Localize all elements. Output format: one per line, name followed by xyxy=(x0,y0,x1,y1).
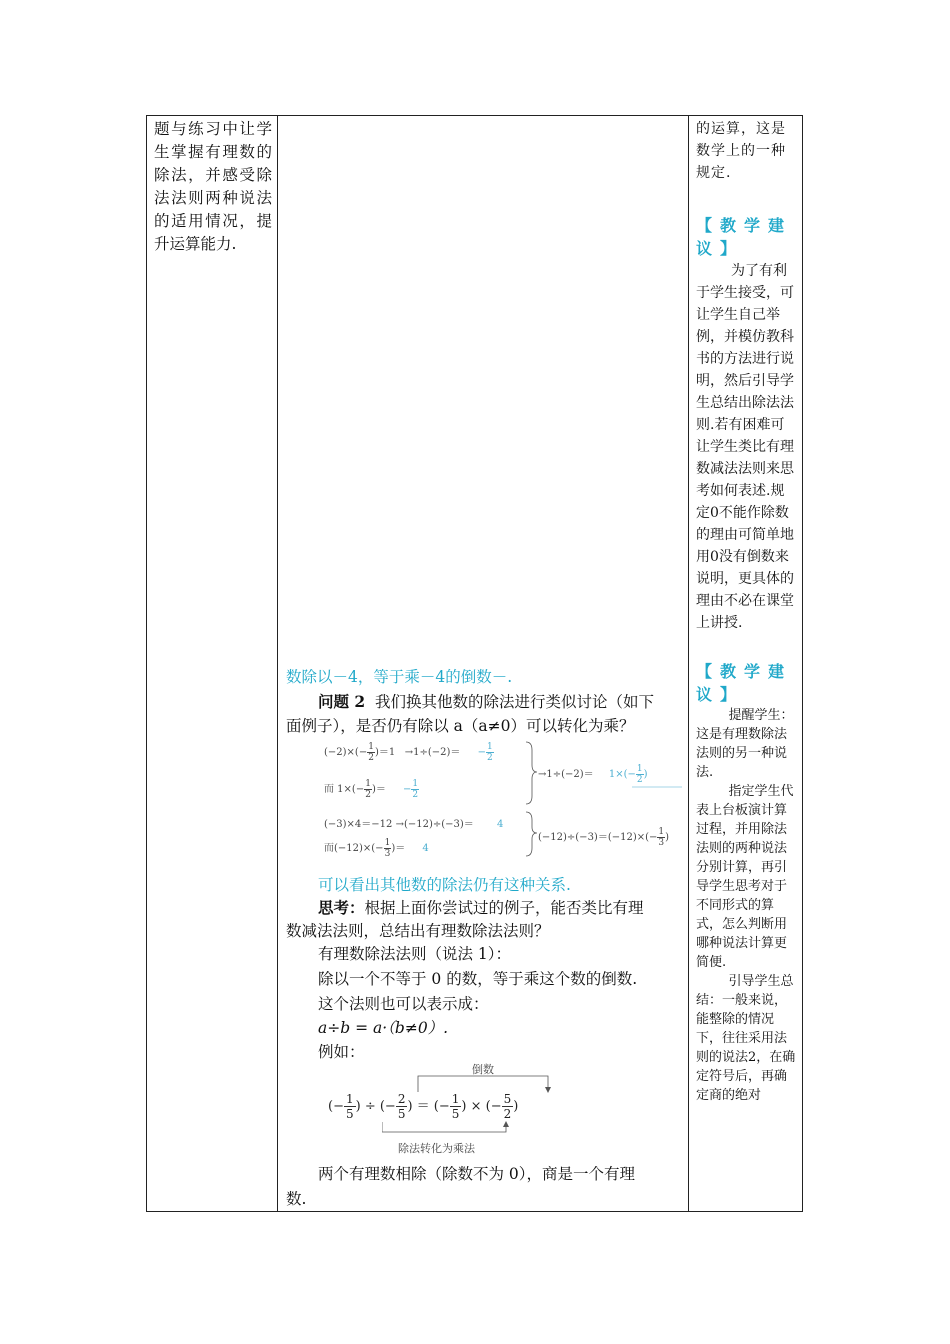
teaching-suggestion-title-2: 【教学建议】 xyxy=(696,662,793,704)
teaching-suggestion-text-1: 为了有利于学生接受，可让学生自己举例，并模仿教科书的方法进行说明，然后引导学生总结出除法法则.若有困难可让学生类比有理数减法法则来思考如何表述.规定0不能作除数的理由可简单地用0没有倒数来说明，更具体的理由不必在课堂上讲授. xyxy=(696,263,794,631)
rule-title: 有理数除法法则（说法 1）： xyxy=(318,945,512,963)
notes-column xyxy=(696,118,796,1105)
think-line-a: 思考：根据上面你尝试过的例子，能否类比有理 xyxy=(318,898,644,917)
question-2-line-b: 面例子），是否仍有除以 a（a≠0）可以转化为乘？ xyxy=(286,717,635,735)
answer-line-2: 可以看出其他数的除法仍有这种关系. xyxy=(318,876,571,894)
example-brace-result-2: (−12)÷(−3)＝(−12)×(− $\frac{1}{3}$ ) xyxy=(538,827,670,848)
note-continuation: 的运算，这是数学上的一种规定. xyxy=(696,121,786,181)
answer-line-1: 数除以－4，等于乘－4的倒数－. xyxy=(286,668,513,686)
teaching-suggestion-title-1: 【教学建议】 xyxy=(696,216,793,258)
example-row-4: 而(−12)×(− $\frac{1}{3}$ )＝ 4 xyxy=(324,838,429,859)
question-2-label: 问题 2 xyxy=(318,692,366,711)
teaching-suggestion-text-2c: 引导学生总结：一般来说，能整除的情况下，往往采用法则的说法2，在确定符号后，再确定商的绝对 xyxy=(696,974,796,1103)
last-line-a: 两个有理数相除（除数不为 0），商是一个有理 xyxy=(318,1165,636,1183)
teaching-suggestion-text-2b: 指定学生代表上台板演计算过程，并用除法法则的两种说法分别计算，再引导学生思考对于不同形式的算式，怎么判断用哪种说法计算更简便. xyxy=(696,784,794,970)
teaching-suggestion-text-2a: 提醒学生：这是有理数除法法则的另一种说法. xyxy=(696,708,794,780)
question-2-text-a: 我们换其他数的除法进行类似讨论（如下 xyxy=(375,693,655,711)
objective-text: 题与练习中让学生掌握有理数的除法，并感受除法法则两种说法的适用情况，提升运算能力. xyxy=(154,120,272,253)
think-line-b: 数减法法则，总结出有理数除法法则？ xyxy=(286,922,550,940)
diagram-top-label: 倒数 xyxy=(472,1063,494,1076)
diagram-expression: (− $\frac{1}{5}$ ) ÷ (− $\frac{2}{5}$ ) ＝ (− $\frac{1}{5}$ ) × (− $\frac{5}{2}$ ) xyxy=(328,1092,519,1121)
rule-text: 除以一个不等于 0 的数，等于乘这个数的倒数. xyxy=(318,970,638,988)
question-2-line-a xyxy=(318,690,654,712)
think-label: 思考： xyxy=(318,898,365,917)
example-brace-result-1: →1÷(−2)＝ 1×(− $\frac{1}{2}$ ) xyxy=(538,764,648,785)
rule-expression-intro: 这个法则也可以表示成： xyxy=(318,995,489,1013)
example-label: 例如： xyxy=(318,1043,365,1061)
example-row-2: 而 1×(− $\frac{1}{2}$ )＝ − $\frac{1}{2}$ xyxy=(324,779,419,800)
example-row-1: (−2)×(− $\frac{1}{2}$ )＝1 →1÷(−2)＝ − $\frac{1}{2}$ xyxy=(324,742,493,763)
rule-expression: a÷b = a·（b≠0）. xyxy=(318,1019,449,1037)
diagram-bottom-label: 除法转化为乘法 xyxy=(398,1142,475,1155)
last-line-b: 数. xyxy=(286,1190,307,1208)
column-divider-1 xyxy=(277,115,278,1212)
column-divider-2 xyxy=(688,115,689,1212)
example-row-3: (−3)×4＝−12 →(−12)÷(−3)＝ 4 xyxy=(324,819,504,830)
